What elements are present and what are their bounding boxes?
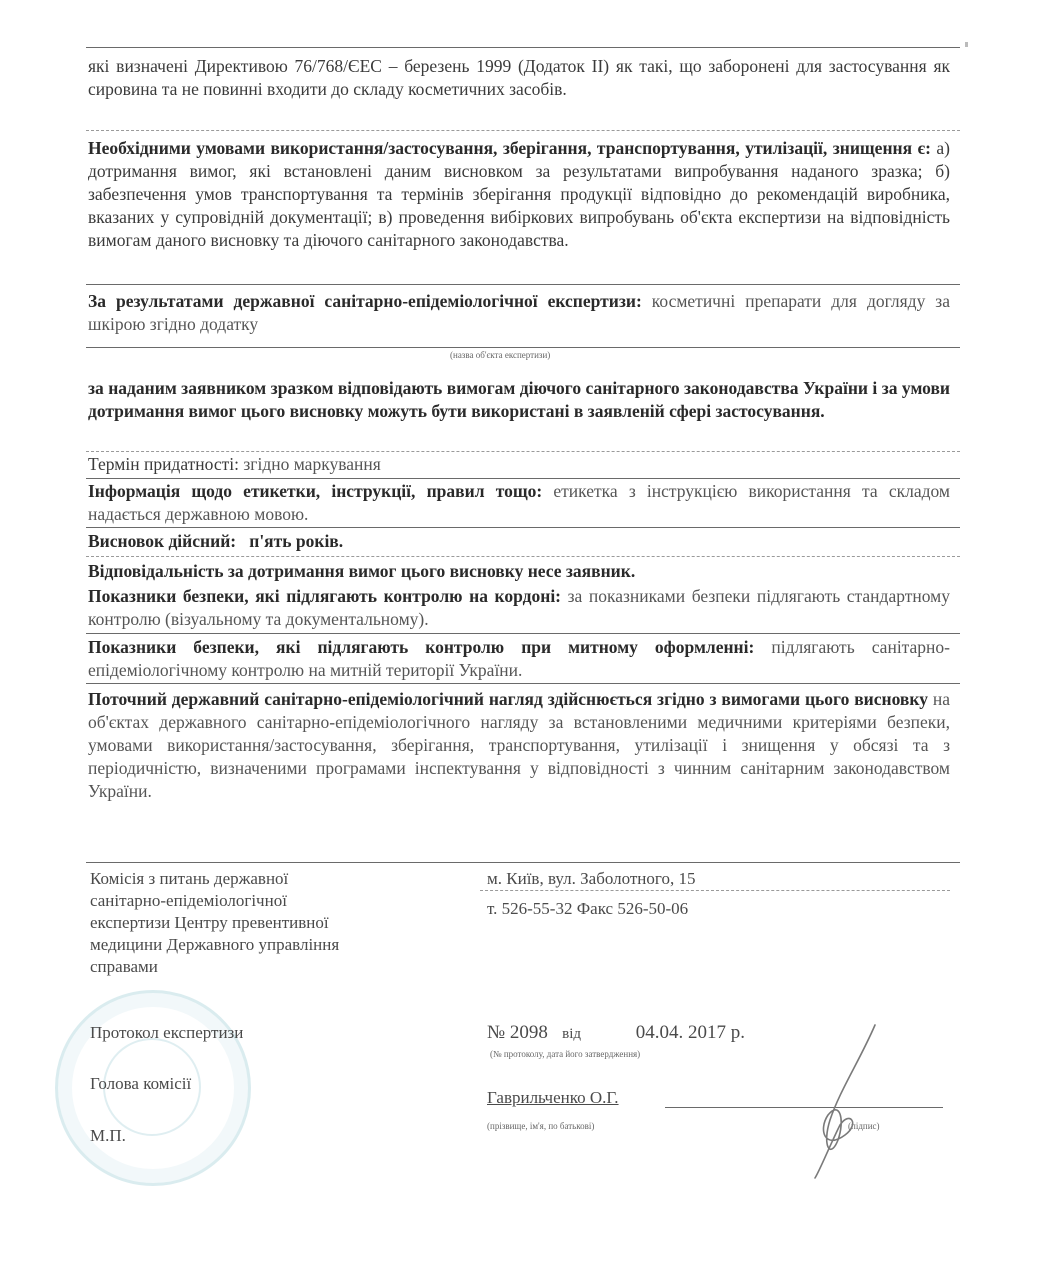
protocol-number-value: № 2098: [487, 1022, 548, 1043]
protocol-from: від: [562, 1026, 582, 1042]
responsibility-statement: Відповідальність за дотримання вимог цього висновку несе заявник.: [88, 561, 636, 581]
separator-line: [86, 130, 960, 131]
scan-artifact: [965, 42, 968, 47]
customs-control-section: [88, 636, 950, 682]
separator-line: [86, 451, 960, 452]
supervision-label: Поточний державний санітарно-епідеміологічний нагляд здійснюється згідно з вимогами цього висновку: [88, 689, 928, 709]
separator-line: [86, 284, 960, 285]
handwritten-signature: [800, 1020, 910, 1180]
compliance-statement: за наданим заявником зразком відповідають вимогам діючого санітарного законодавства України і за умови дотримання вимог цього висновку можуть бути використані в заявленій сфері застосування.: [88, 378, 950, 421]
head-name: Гаврильченко О.Г.: [487, 1088, 619, 1107]
supervision-section: [88, 688, 950, 803]
shelf-life-value: згідно маркування: [243, 454, 381, 474]
separator-line: [86, 527, 960, 528]
validity-value: п'ять років.: [249, 531, 344, 551]
results-section: [88, 290, 950, 336]
address: м. Київ, вул. Заболотного, 15: [487, 869, 696, 888]
separator-line: [86, 556, 960, 557]
signature-caption: (підпис): [848, 1121, 880, 1131]
shelf-life-label: Термін придатності:: [88, 454, 239, 474]
commission-line: Комісія з питань державної: [90, 869, 289, 888]
validity-label: Висновок дійсний:: [88, 531, 237, 551]
supervision-value: на об'єктах державного санітарно-епідеміологічного нагляду за встановленими медичними критеріями безпеки, умовами використання/застосування, зберігання, транспортування, утилізації і знищення у обсязі та з періодичністю, визначеними програмами інспектування у відповідності з чинним санітарним законодавством України.: [88, 689, 950, 801]
separator-line: [86, 347, 960, 348]
label-info-value: етикетка з інструкцією використання та складом надається державною мовою.: [88, 481, 950, 524]
conditions-label: Необхідними умовами використання/застосування, зберігання, транспортування, утилізації, знищення є:: [88, 138, 931, 158]
commission-name: [90, 868, 430, 978]
separator-line: [86, 633, 960, 634]
head-caption: (прізвище, ім'я, по батькові): [487, 1121, 595, 1131]
separator-line: [86, 478, 960, 479]
separator-line: [86, 683, 960, 684]
protocol-number: [487, 1022, 745, 1045]
phone-fax: т. 526-55-32 Факс 526-50-06: [487, 899, 689, 918]
border-control-section: [88, 585, 950, 631]
label-info-section: [88, 480, 950, 526]
label-info-label: Інформація щодо етикетки, інструкції, правил тощо:: [88, 481, 543, 501]
border-control-value: за показниками безпеки підлягають стандартному контролю (візуальному та документальному).: [88, 586, 950, 629]
protocol-caption: (№ протоколу, дата його затвердження): [490, 1049, 641, 1059]
protocol-date: 04.04. 2017 р.: [635, 1022, 746, 1043]
seal-label: М.П.: [90, 1126, 126, 1145]
border-control-label: Показники безпеки, які підлягають контролю на кордоні:: [88, 586, 562, 606]
shelf-life-row: [88, 453, 950, 476]
conditions-text: а) дотримання вимог, які встановлені даним висновком за результатами випробування наданого зразка; б) забезпечення умов транспортування та термінів зберігання продукції відповідно до рекомендацій виробника, вказаних у супровідній документації; в) проведення вибіркових випробувань об'єкта експертизи на відповідність вимогам даного висновку та діючого санітарного законодавства.: [88, 138, 950, 250]
separator-line: [86, 47, 960, 48]
commission-line: медицини Державного управління: [90, 935, 340, 954]
results-caption: (назва об'єкта експертизи): [450, 350, 551, 360]
results-label: За результатами державної санітарно-епідеміологічної експертизи:: [88, 291, 642, 311]
commission-line: санітарно-епідеміологічної: [90, 891, 287, 910]
customs-control-label: Показники безпеки, які підлягають контролю при митному оформленні:: [88, 637, 755, 657]
intro-paragraph: які визначені Директивою 76/768/ЄЕС – березень 1999 (Додаток ІІ) як такі, що заборонені для застосування як сировина та не повинні входити до складу косметичних засобів.: [88, 56, 950, 99]
protocol-label: Протокол експертизи: [90, 1023, 244, 1042]
separator-line: [86, 862, 960, 863]
head-label: Голова комісії: [90, 1074, 192, 1093]
results-text: косметичні препарати для догляду за шкірою згідно додатку: [88, 291, 950, 334]
commission-line: експертизи Центру превентивної: [90, 913, 329, 932]
address-underline: [480, 890, 950, 891]
customs-control-value: підлягають санітарно-епідеміологічному контролю на митній території України.: [88, 637, 951, 680]
validity-row: [88, 530, 950, 553]
conditions-section: [88, 137, 950, 252]
commission-line: справами: [90, 957, 158, 976]
